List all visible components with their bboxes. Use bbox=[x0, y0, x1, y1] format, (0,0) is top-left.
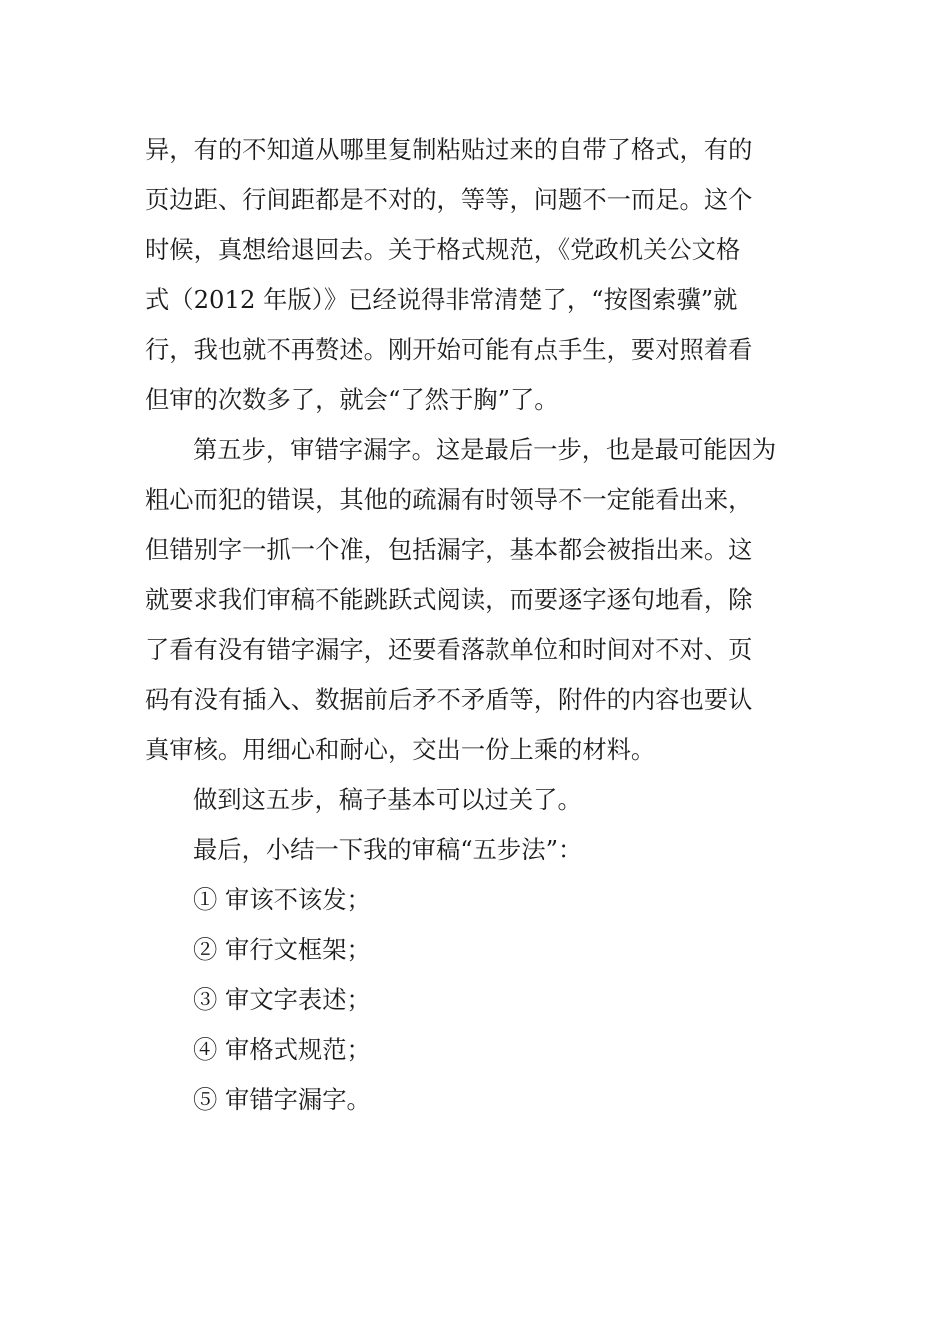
list-item: ⑤ 审错字漏字。 bbox=[193, 1085, 371, 1114]
text-line: 异，有的不知道从哪里复制粘贴过来的自带了格式，有的 bbox=[145, 135, 753, 164]
text-line: 做到这五步，稿子基本可以过关了。 bbox=[193, 785, 582, 814]
text-line: 页边距、行间距都是不对的，等等，问题不一而足。这个 bbox=[145, 185, 753, 214]
paragraph-summary-intro bbox=[145, 825, 825, 875]
document-body bbox=[145, 125, 825, 1125]
text-line: 就要求我们审稿不能跳跃式阅读，而要逐字逐句地看，除 bbox=[145, 585, 753, 614]
text-line: 行，我也就不再赘述。刚开始可能有点手生，要对照着看 bbox=[145, 335, 753, 364]
text-line: 但错别字一抓一个准，包括漏字，基本都会被指出来。这 bbox=[145, 535, 753, 564]
text-line: 了看有没有错字漏字，还要看落款单位和时间对不对、页 bbox=[145, 635, 753, 664]
text-line: 真审核。用细心和耐心，交出一份上乘的材料。 bbox=[145, 735, 656, 764]
paragraph-conclusion bbox=[145, 775, 825, 825]
text-line: 最后，小结一下我的审稿“五步法”： bbox=[193, 835, 583, 864]
text-line: 码有没有插入、数据前后矛不矛盾等，附件的内容也要认 bbox=[145, 685, 753, 714]
steps-list bbox=[145, 875, 825, 1125]
paragraph-format-review-continued bbox=[145, 125, 825, 425]
list-item: ② 审行文框架； bbox=[193, 935, 371, 964]
list-item: ④ 审格式规范； bbox=[193, 1035, 371, 1064]
text-line: 但审的次数多了，就会“了然于胸”了。 bbox=[145, 385, 559, 414]
list-item: ① 审该不该发； bbox=[193, 885, 371, 914]
text-line: 粗心而犯的错误，其他的疏漏有时领导不一定能看出来， bbox=[145, 485, 753, 514]
text-line: 式（2012 年版）》已经说得非常清楚了，“按图索骥”就 bbox=[145, 285, 738, 314]
list-item: ③ 审文字表述； bbox=[193, 985, 371, 1014]
paragraph-step-five bbox=[145, 425, 825, 775]
text-line: 第五步，审错字漏字。这是最后一步，也是最可能因为 bbox=[193, 435, 777, 464]
text-line: 时候，真想给退回去。关于格式规范，《党政机关公文格 bbox=[145, 235, 741, 264]
